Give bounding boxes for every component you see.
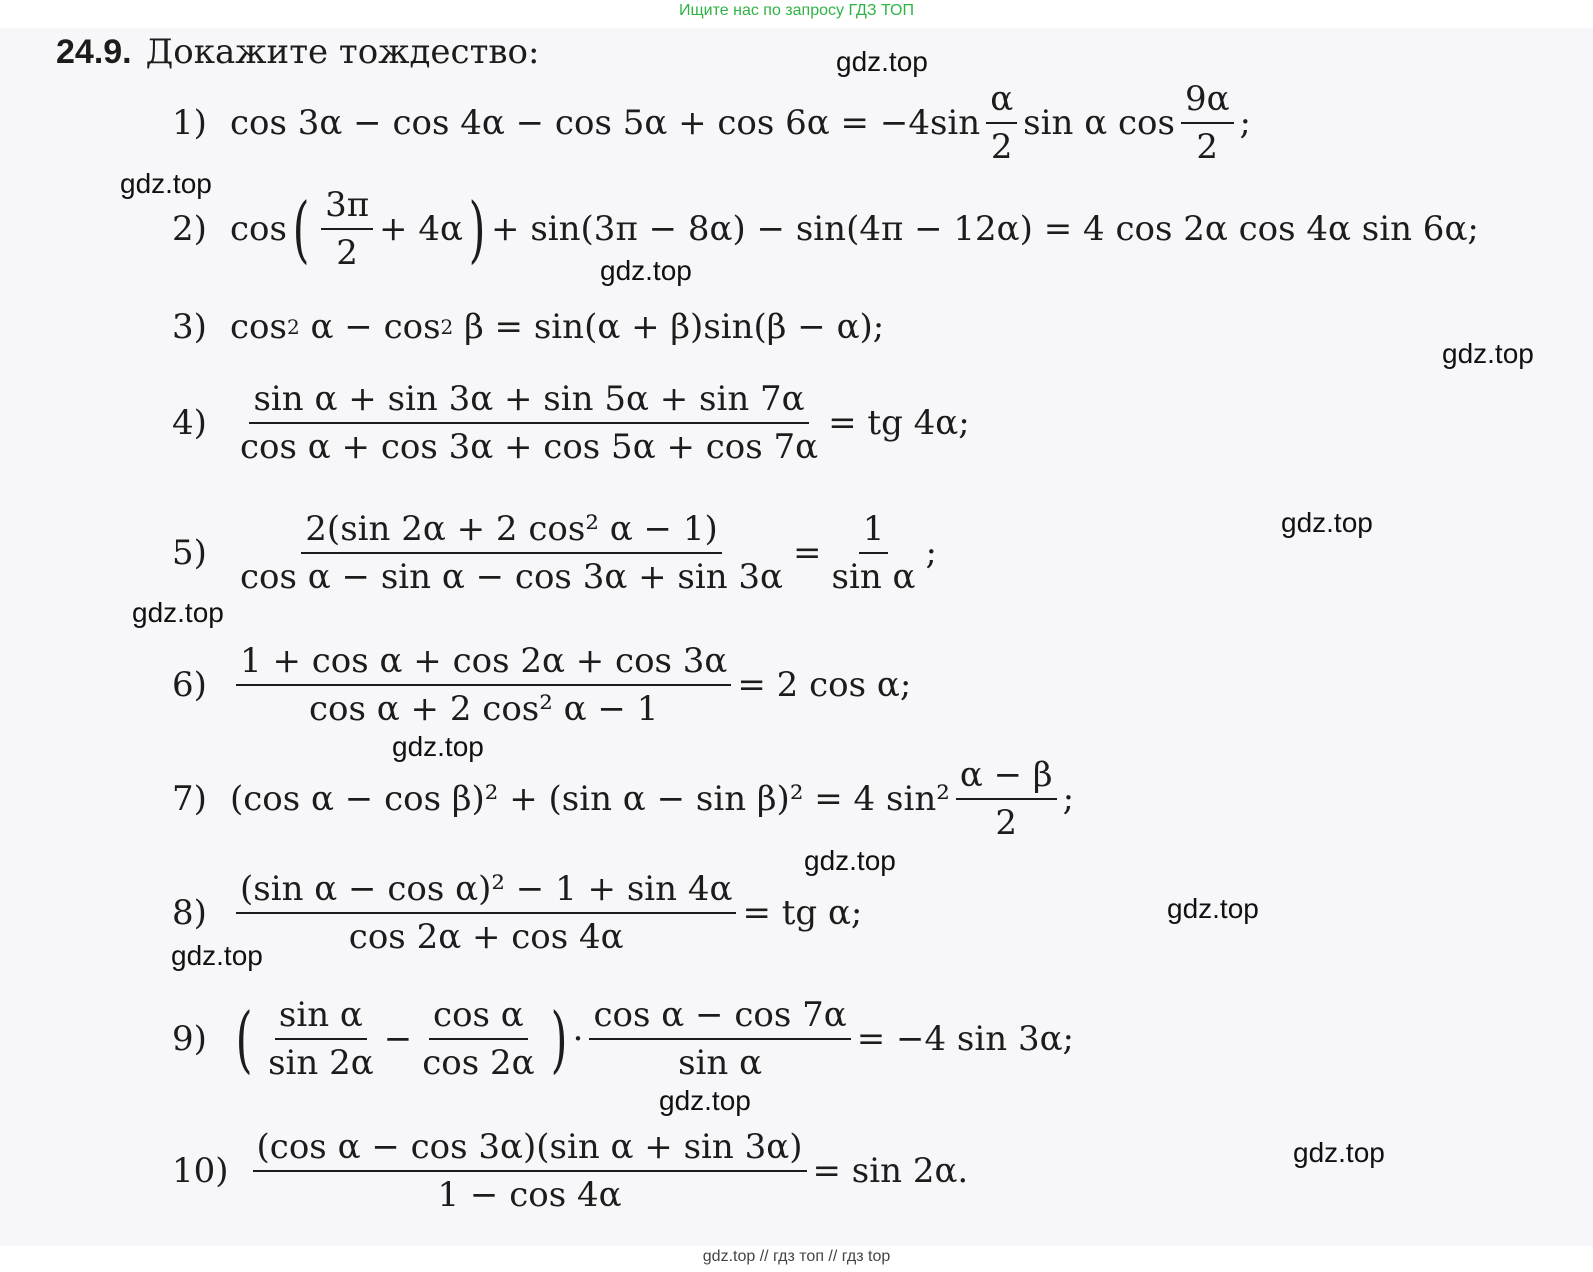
denominator: 2 xyxy=(995,803,1018,843)
item-label: 5) xyxy=(172,533,207,573)
fraction xyxy=(253,1127,807,1215)
right-paren: ) xyxy=(468,187,486,271)
identity-3 xyxy=(172,282,884,372)
watermark: gdz.top xyxy=(171,940,263,971)
expr-text: = sin 2α. xyxy=(812,1151,969,1191)
item-label: 8) xyxy=(172,893,207,933)
left-paren: ( xyxy=(292,187,310,271)
identity-9 xyxy=(172,994,1074,1084)
numerator: 9α xyxy=(1181,79,1234,124)
fraction xyxy=(1181,79,1234,167)
multiply-dot: · xyxy=(572,1019,584,1059)
denominator: sin α xyxy=(678,1043,763,1083)
denominator: sin α xyxy=(831,557,916,597)
expr-text: cos xyxy=(230,209,287,249)
numerator: sin α + sin 3α + sin 5α + sin 7α xyxy=(249,379,808,424)
identity-4 xyxy=(172,378,970,468)
fraction xyxy=(828,509,920,597)
exponent: 2 xyxy=(286,315,300,339)
numerator: sin α xyxy=(275,995,367,1040)
watermark: gdz.top xyxy=(804,845,896,876)
item-label: 7) xyxy=(172,779,207,819)
numerator: 1 + cos α + cos 2α + cos 3α xyxy=(236,641,731,686)
denominator: 2 xyxy=(336,233,358,273)
denominator: sin 2α xyxy=(268,1043,374,1083)
watermark: gdz.top xyxy=(132,597,224,628)
top-banner[interactable]: Ищите нас по запросу ГДЗ ТОП xyxy=(679,2,914,19)
watermark: gdz.top xyxy=(392,731,484,762)
expr-text: = tg 4α; xyxy=(828,403,970,443)
expr-text: ; xyxy=(1239,103,1251,143)
item-label: 1) xyxy=(172,103,207,143)
numerator: 2(sin 2α + 2 cos² α − 1) xyxy=(301,509,721,554)
fraction xyxy=(589,995,850,1083)
watermark: gdz.top xyxy=(120,168,212,199)
expr-text: (cos α − cos β)² + (sin α − sin β)² = 4 sin² xyxy=(230,779,950,819)
problem-number: 24.9. xyxy=(56,33,132,71)
denominator: cos 2α xyxy=(422,1043,535,1083)
watermark: gdz.top xyxy=(836,46,928,77)
item-label: 4) xyxy=(172,403,207,443)
item-label: 9) xyxy=(172,1019,207,1059)
denominator: 2 xyxy=(990,127,1013,167)
numerator: 3π xyxy=(321,185,373,230)
expr-text: = −4 sin 3α; xyxy=(856,1019,1074,1059)
expr-text: ; xyxy=(1062,779,1075,819)
denominator: 1 − cos 4α xyxy=(437,1175,622,1215)
item-label: 6) xyxy=(172,665,207,705)
identity-1 xyxy=(172,78,1251,168)
minus-sign: − xyxy=(383,1019,413,1059)
exponent: 2 xyxy=(440,315,454,339)
problem-header xyxy=(56,32,539,72)
fraction xyxy=(418,995,538,1083)
fraction xyxy=(264,995,378,1083)
identity-8 xyxy=(172,868,862,958)
watermark: gdz.top xyxy=(600,255,692,286)
numerator: cos α xyxy=(429,995,528,1040)
fraction xyxy=(236,509,787,597)
expr-text: α − cos xyxy=(310,307,441,347)
expr-text: = tg α; xyxy=(742,893,863,933)
watermark: gdz.top xyxy=(1167,893,1259,924)
problem-title: Докажите тождество: xyxy=(145,32,540,72)
fraction xyxy=(236,641,731,729)
identity-5 xyxy=(172,508,937,598)
denominator: 2 xyxy=(1196,127,1219,167)
denominator: cos α + 2 cos² α − 1 xyxy=(309,689,659,729)
denominator: cos α − sin α − cos 3α + sin 3α xyxy=(240,557,784,597)
expr-text: = 2 cos α; xyxy=(737,665,912,705)
fraction xyxy=(956,755,1057,843)
fraction xyxy=(236,869,736,957)
numerator: cos α − cos 7α xyxy=(589,995,850,1040)
numerator: α xyxy=(986,79,1017,124)
watermark: gdz.top xyxy=(1293,1137,1385,1168)
expr-text: cos xyxy=(230,307,287,347)
watermark: gdz.top xyxy=(1442,338,1534,369)
expr-text: β = sin(α + β)sin(β − α); xyxy=(464,307,885,347)
expr-text: + sin(3π − 8α) − sin(4π − 12α) = 4 cos 2α cos 4α sin 6α; xyxy=(491,209,1479,249)
numerator: (sin α − cos α)² − 1 + sin 4α xyxy=(236,869,736,914)
item-label: 10) xyxy=(172,1151,229,1191)
numerator: α − β xyxy=(956,755,1057,800)
expr-text: + 4α xyxy=(379,209,463,249)
item-label: 3) xyxy=(172,307,207,347)
numerator: (cos α − cos 3α)(sin α + sin 3α) xyxy=(253,1127,807,1172)
right-paren: ) xyxy=(550,997,568,1081)
denominator: cos 2α + cos 4α xyxy=(348,917,624,957)
left-paren: ( xyxy=(235,997,253,1081)
fraction xyxy=(321,185,373,273)
identity-2 xyxy=(172,184,1479,274)
identity-10 xyxy=(172,1126,968,1216)
fraction xyxy=(236,379,822,467)
expr-text: ; xyxy=(925,533,937,573)
watermark: gdz.top xyxy=(659,1085,751,1116)
expr-text: cos 3α − cos 4α − cos 5α + cos 6α = −4sin xyxy=(230,103,981,143)
identity-7 xyxy=(172,754,1074,844)
identity-6 xyxy=(172,640,911,730)
denominator: cos α + cos 3α + cos 5α + cos 7α xyxy=(240,427,819,467)
watermark: gdz.top xyxy=(1281,507,1373,538)
numerator: 1 xyxy=(859,509,889,554)
item-label: 2) xyxy=(172,209,207,249)
equals-sign: = xyxy=(793,533,822,573)
expr-text: sin α cos xyxy=(1023,103,1175,143)
bottom-banner[interactable]: gdz.top // гдз топ // гдз top xyxy=(702,1248,891,1265)
fraction xyxy=(986,79,1017,167)
